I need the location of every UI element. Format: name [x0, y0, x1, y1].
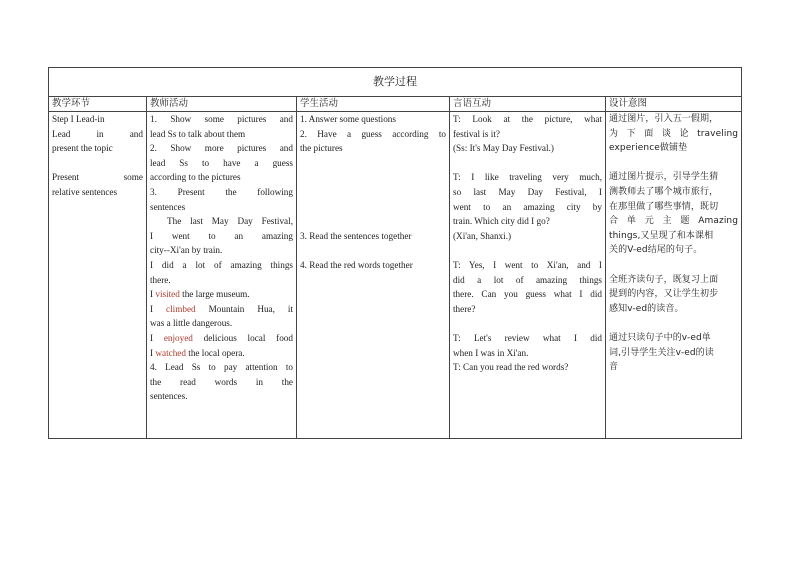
cell-student-activity [297, 112, 450, 439]
header-design-intent: 设计意图 [606, 97, 742, 112]
intent-line: 关的V-ed结尾的句子。 [609, 245, 703, 256]
sentence-climbed [150, 302, 293, 317]
dialogue-line: T: Look at the picture, what [453, 114, 602, 124]
dialogue-line: (Ss: It's May Day Festival.) [453, 143, 554, 154]
dialogue-line: T: Yes, I went to Xi'an, and I [453, 259, 602, 270]
intent-line: 通过图片提示，引导学生猜 [609, 172, 719, 183]
teacher-line: sentences [150, 201, 186, 212]
student-line: the pictures [300, 143, 343, 154]
dialogue-line: (Xi'an, Shanxi.) [453, 230, 512, 241]
dialogue-line: so last May Day Festival, I [453, 186, 602, 197]
red-word-visited: visited [155, 289, 180, 300]
intent-line: 通过图片，引入五一假期， [609, 114, 719, 124]
student-line: 3. Read the sentences together [300, 230, 412, 241]
table-title: 教学过程 [49, 68, 742, 97]
dialogue-line: there. Can you guess what I did [453, 289, 602, 300]
sentence-visited [150, 287, 293, 302]
dialogue-line: went to an amazing city by [453, 201, 602, 212]
intent-line: 音 [609, 362, 619, 373]
text: delicious local food [192, 332, 293, 343]
word: some [123, 172, 143, 183]
teacher-line: 2. Show more pictures and [150, 143, 293, 154]
dialogue-line: there? [453, 303, 476, 314]
intent-line: 通过只读句子中的v-ed单 [609, 332, 711, 343]
step-lead-line [52, 127, 143, 142]
dialogue-line: train. Which city did I go? [453, 216, 550, 227]
intent-line: 词,引导学生关注v-ed的读 [609, 347, 714, 358]
teacher-line: city--Xi'an by train. [150, 245, 223, 256]
red-word-watched: watched [155, 347, 186, 358]
cell-teacher-activity [147, 112, 297, 439]
dialogue-line: T: Let's review what I did [453, 332, 602, 343]
red-word-climbed: climbed [166, 303, 196, 314]
cell-teaching-step [49, 112, 147, 439]
word: and [129, 128, 143, 139]
teaching-process-table [48, 67, 742, 439]
student-line: 2. Have a guess according to [300, 128, 446, 139]
teacher-line: the read words in the [150, 376, 293, 387]
dialogue-line: T: Can you read the red words? [453, 362, 569, 373]
sentence-enjoyed [150, 331, 293, 346]
teacher-line: I went to an amazing [150, 230, 293, 241]
header-teacher-activity: 教师活动 [147, 97, 297, 112]
word: in [96, 128, 104, 139]
dialogue-line: when I was in Xi'an. [453, 347, 529, 358]
header-teaching-step: 教学环节 [49, 97, 147, 112]
intent-line: experience做铺垫 [609, 143, 688, 154]
step-relative-sentences: relative sentences [52, 186, 118, 197]
header-student-activity: 学生活动 [297, 97, 450, 112]
word: Lead [52, 128, 71, 139]
teacher-line: sentences. [150, 391, 188, 402]
text: I [150, 289, 156, 300]
teacher-line: lead Ss to have a guess [150, 157, 293, 168]
cell-verbal-interaction [450, 112, 606, 439]
red-word-enjoyed: enjoyed [163, 332, 193, 343]
intent-line: 感知v-ed的读音。 [609, 303, 684, 314]
student-line: 4. Read the red words together [300, 259, 413, 270]
text: I [150, 303, 167, 314]
teacher-line: 3. Present the following [150, 186, 293, 197]
text: Mountain Hua, it [195, 303, 294, 314]
teacher-line: according to the pictures [150, 172, 241, 183]
intent-line: 测教师去了哪个城市旅行， [609, 186, 719, 197]
text: I [150, 332, 164, 343]
word: Present [52, 172, 80, 183]
step-title: Step I Lead-in [52, 114, 105, 124]
dialogue-line: T: I like traveling very much, [453, 172, 602, 183]
dialogue-line: festival is it? [453, 128, 500, 139]
intent-line: 为 下 面 谈 论 traveling [609, 128, 739, 139]
text: the large museum. [179, 289, 250, 300]
intent-line: 在那里做了哪些事情，既切 [609, 201, 719, 212]
intent-line: 提到的内容，又让学生初步 [609, 289, 719, 300]
text: the local opera. [185, 347, 245, 358]
teacher-line: was a little dangerous. [150, 318, 233, 329]
step-present-line [52, 170, 143, 185]
teacher-line: 4. Lead Ss to pay attention to [150, 362, 293, 373]
student-line: 1. Answer some questions [300, 114, 396, 124]
intent-line: 合 单 元 主 题 Amazing [609, 216, 739, 227]
teacher-line: there. [150, 274, 171, 285]
intent-line: things,又呈现了和本课相 [609, 230, 714, 241]
sentence-watched [150, 346, 293, 361]
cell-design-intent [606, 112, 742, 439]
header-verbal-interaction: 言语互动 [450, 97, 606, 112]
text: I [150, 347, 156, 358]
teacher-line: lead Ss to talk about them [150, 128, 246, 139]
teacher-line: 1. Show some pictures and [150, 114, 293, 124]
teacher-line: The last May Day Festival, [167, 216, 293, 227]
teacher-line: I did a lot of amazing things [150, 259, 293, 270]
step-present-topic: present the topic [52, 143, 113, 154]
intent-line: 全班齐读句子，既复习上面 [609, 274, 719, 285]
dialogue-line: did a lot of amazing things [453, 274, 602, 285]
